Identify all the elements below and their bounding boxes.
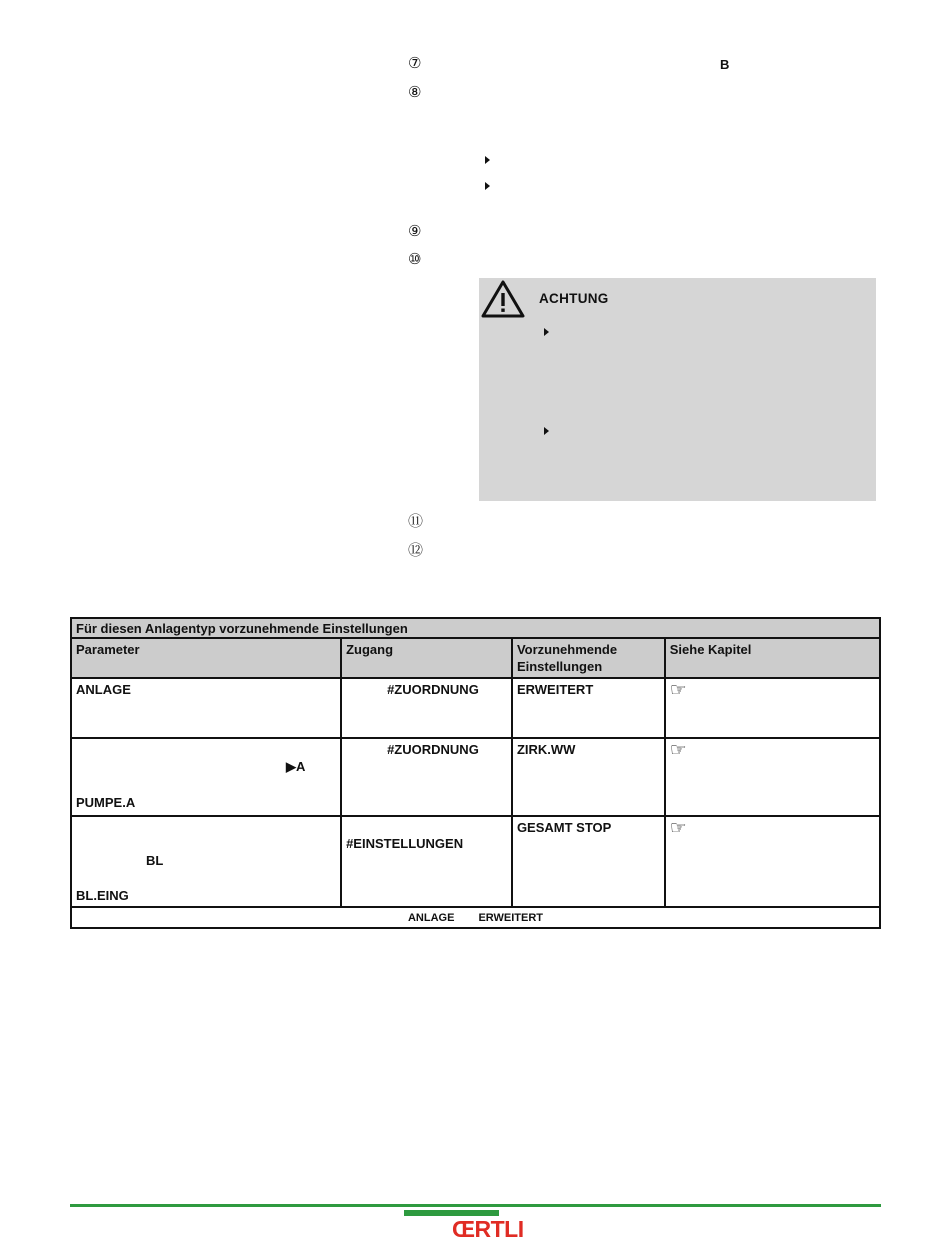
table-footer <box>71 907 880 928</box>
cell-zugang: #ZUORDNUNG <box>341 678 512 738</box>
table-footer-row <box>71 907 880 928</box>
step-11-marker: ⑪ <box>408 512 424 530</box>
footer-erweitert: ERWEITERT <box>478 912 544 924</box>
table-title: Für diesen Anlagentyp vorzunehmende Einstellungen <box>71 618 880 638</box>
step-9-marker: ⑨ <box>408 222 422 240</box>
cell-parameter-value: PUMPE.A <box>76 795 136 810</box>
cell-einstellung: ERWEITERT <box>512 678 665 738</box>
table-row <box>71 738 880 816</box>
bullet-arrow-icon <box>544 328 549 336</box>
cell-parameter <box>71 816 341 907</box>
cell-kapitel <box>665 816 880 907</box>
cell-einstellung: GESAMT STOP <box>512 816 665 907</box>
header-kapitel: Siehe Kapitel <box>665 638 880 678</box>
step-8-marker: ⑧ <box>408 83 422 101</box>
warning-title: ACHTUNG <box>539 291 609 306</box>
header-einstellungen: Vorzunehmende Einstellungen <box>512 638 665 678</box>
pointing-hand-icon: ☞ <box>669 817 687 839</box>
cell-einstellung: ZIRK.WW <box>512 738 665 816</box>
footer-rule <box>70 1204 881 1207</box>
header-zugang: Zugang <box>341 638 512 678</box>
table-row <box>71 678 880 738</box>
cell-kapitel <box>665 678 880 738</box>
cell-parameter-mid: BL <box>146 853 164 868</box>
cell-zugang: #ZUORDNUNG <box>341 738 512 816</box>
cell-parameter: ANLAGE <box>71 678 341 738</box>
cell-kapitel <box>665 738 880 816</box>
pointing-hand-icon: ☞ <box>669 739 687 761</box>
cell-parameter <box>71 738 341 816</box>
bullet-arrow-icon <box>544 427 549 435</box>
table-row <box>71 816 880 907</box>
header-parameter: Parameter <box>71 638 341 678</box>
table-header-row <box>71 638 880 678</box>
step-12-marker: ⑫ <box>408 541 424 559</box>
step-7-marker: ⑦ <box>408 54 422 72</box>
pump-output-symbol: ▶A <box>286 759 306 774</box>
step-10-marker: ⑩ <box>408 250 422 268</box>
bullet-arrow-icon <box>485 156 490 164</box>
cell-parameter-value: BL.EING <box>76 888 129 903</box>
footer-anlage: ANLAGE <box>407 912 455 924</box>
cell-zugang: #EINSTELLUNGEN <box>341 816 512 907</box>
pointing-hand-icon: ☞ <box>669 679 687 701</box>
settings-table <box>70 617 881 929</box>
warning-triangle-icon <box>480 279 526 319</box>
bullet-arrow-icon <box>485 182 490 190</box>
oertli-logo: ŒRTLI <box>452 1216 524 1242</box>
warning-box <box>479 278 876 501</box>
step-7-label-b: B <box>720 57 730 72</box>
